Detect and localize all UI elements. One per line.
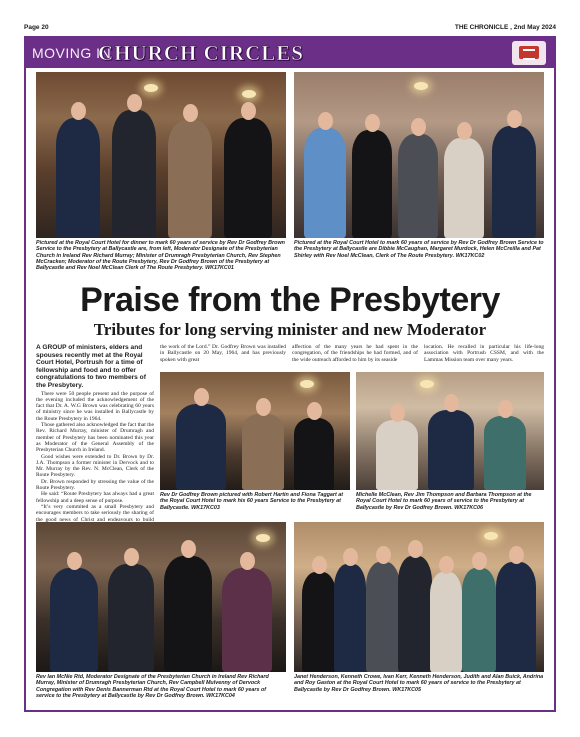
photo-congregation-group <box>294 522 544 672</box>
person-figure <box>376 420 418 490</box>
person-figure <box>366 562 400 672</box>
person-figure <box>176 404 226 490</box>
person-figure <box>304 128 346 238</box>
person-figure <box>398 134 438 238</box>
person-figure <box>492 126 536 238</box>
person-figure <box>496 562 536 672</box>
person-figure <box>352 130 392 238</box>
chandelier-light <box>484 532 498 540</box>
photo-ministers-group <box>36 522 286 672</box>
chandelier-light <box>300 380 314 388</box>
photo-caption: Rev Ian McNie Rtd, Moderator Designate of the Presbyterian Church in Ireland Rev Richard Murray, Minister of Drumragh Presbyterian Church, Rev Campbell Mulvenny of Dervock Congregation with Rev Denis Bannerman Rtd at the Royal Court Hotel to mark 60 years of service to the Presbytery at Ballycastle by Rev Dr Godfrey Brown. WK17KC04 <box>36 674 269 699</box>
person-figure <box>430 572 462 672</box>
photo-caption: Pictured at the Royal Court Hotel for dinner to mark 60 years of service by Rev Dr Godfrey Brown Service to the Presbytery at Ballycastle are, from left, Moderator Designate of the Presbyterian Church in Ireland Rev Richard Murray; Minister of Drumragh Presbyterian Church, Rev Stephen McCracken; Moderator of the Route Presbytery, Rev Dr Godfrey Brown of the Presbytery at Ballycastle and Rev Noel McClean Clerk of The Route Presbytery. WK17KC01 <box>36 240 285 272</box>
article-paragraph: Those gathered also acknowledged the fact that the Rev. Richard Murray, minister of Drumragh and member of Presbytery has been nominated this year as Moderator of the General Assembly of the Presbyterian Church in Ireland. <box>36 422 154 454</box>
person-figure <box>56 118 100 238</box>
photo-caption: Michelle McClean, Rev Jim Thompson and Barbara Thompson at the Royal Court Hotel to mark 60 years of service to the Presbytery at Ballycastle by Rev Dr Godfrey Brown. WK17KC06 <box>356 492 532 511</box>
article-column-3 <box>292 344 418 370</box>
photo-caption: Rev Dr Godfrey Brown pictured with Robert Hartin and Fiona Taggart at the Royal Court Hotel to mark his 60 years Service to the Presbytery at Ballycastle. WK17KC03 <box>160 492 344 511</box>
person-figure <box>398 556 432 672</box>
article-lead: A GROUP of ministers, elders and spouses recently met at the Royal Court Hotel, Portrush for a time of fellowship and food and to offer congratulations to two members of the Presbytery. <box>36 344 146 389</box>
feature-frame <box>24 36 556 712</box>
person-figure <box>462 568 496 672</box>
person-figure <box>164 556 212 672</box>
chandelier-light <box>144 84 158 92</box>
article-paragraph: “It’s very commited as a small Presbytery and encourages members to take seriously the sharing of the good news of Christ and endeavours to build <box>36 503 154 523</box>
banner-church-circles: CHURCH CIRCLES <box>98 41 304 65</box>
person-figure <box>50 568 98 672</box>
page-header <box>24 22 556 34</box>
photo-caption: Pictured at the Royal Court Hotel to mark 60 years of service by Rev Dr Godfrey Brown Service to the Presbytery at Ballycastle are Dibbie McCaughan, Margaret Murdock, Helen McCreilla and Pat Shirley with Rev Noel McClean, Clerk of The Route Presbytery. WK17KC02 <box>294 240 544 259</box>
article-paragraph: He said: “Route Presbytery has always had a great fellowship and a deep sense of purpose. <box>36 491 154 504</box>
photo-ladies-group <box>294 72 544 238</box>
section-banner <box>26 38 554 68</box>
person-figure <box>444 138 484 238</box>
article-column-4 <box>424 344 544 370</box>
photo-brown-hartin-taggart <box>160 372 350 490</box>
article-column-1 <box>36 344 154 523</box>
article-paragraph: Dr. Brown responded by stressing the value of the Route Presbytery. <box>36 478 154 492</box>
person-figure <box>242 414 284 490</box>
page-number: Page 20 <box>24 24 49 31</box>
photo-dinner-group <box>36 72 286 238</box>
photo-mcclean-thompson <box>356 372 544 490</box>
wall-light <box>414 82 428 90</box>
person-figure <box>222 568 272 672</box>
headline: Praise from the Presbytery <box>80 281 500 319</box>
person-figure <box>224 118 272 238</box>
article-paragraph: location. He recalled in particular his life-long association with Portrush CSSM, and with the Lammas Mission team over many years. <box>424 344 544 363</box>
chandelier-light <box>256 534 270 542</box>
person-figure <box>484 416 526 490</box>
person-figure <box>334 564 366 672</box>
chandelier-light <box>420 380 434 388</box>
publication-dateline: THE CHRONICLE , 2nd May 2024 <box>454 24 556 31</box>
person-figure <box>294 418 334 490</box>
article-paragraph: affection of the many years he had spent in the congregation, of the friendships he had formed, and of the wide outreach afforded to him by its seaside <box>292 344 418 363</box>
person-figure <box>112 110 156 238</box>
chandelier-light <box>242 90 256 98</box>
banner-moving-in: MOVING IN <box>32 45 112 61</box>
person-figure <box>428 410 474 490</box>
person-figure <box>302 572 336 672</box>
article-paragraph: the work of the Lord.” Dr. Godfrey Brown was installed in Ballycastle on 20 May, 1964, and has previously spoken with great <box>160 344 286 363</box>
article-paragraph: There were 50 people present and the purpose of the evening included the acknowledgement of the fact that Dr. A. W.G Brown was celebrating 60 years of ministry since he was installed in Ballycastle by the Route Presbytery in 1964. <box>36 390 154 422</box>
person-figure <box>108 564 154 672</box>
newspaper-logo-icon <box>512 41 546 65</box>
subheadline: Tributes for long serving minister and new Moderator <box>93 320 487 339</box>
photo-caption: Janet Henderson, Kenneth Crowe, Ivan Kerr, Kenneth Henderson, Judith and Alan Buick, Andrina and Roy Gaston at the Royal Court Hotel to mark 60 years of service to the Presbytery at Ballycastle by Rev Dr Godfrey Brown. WK17KC05 <box>294 674 544 693</box>
article-column-2 <box>160 344 286 370</box>
article-paragraph: Good wishes were extended to Dr. Brown by Dr. J.A. Thompson a former minister in Dervock and to Mr. Murray by the Rev. N. McClean, Clerk of the Route Presbytery. <box>36 453 154 479</box>
person-figure <box>168 120 212 238</box>
